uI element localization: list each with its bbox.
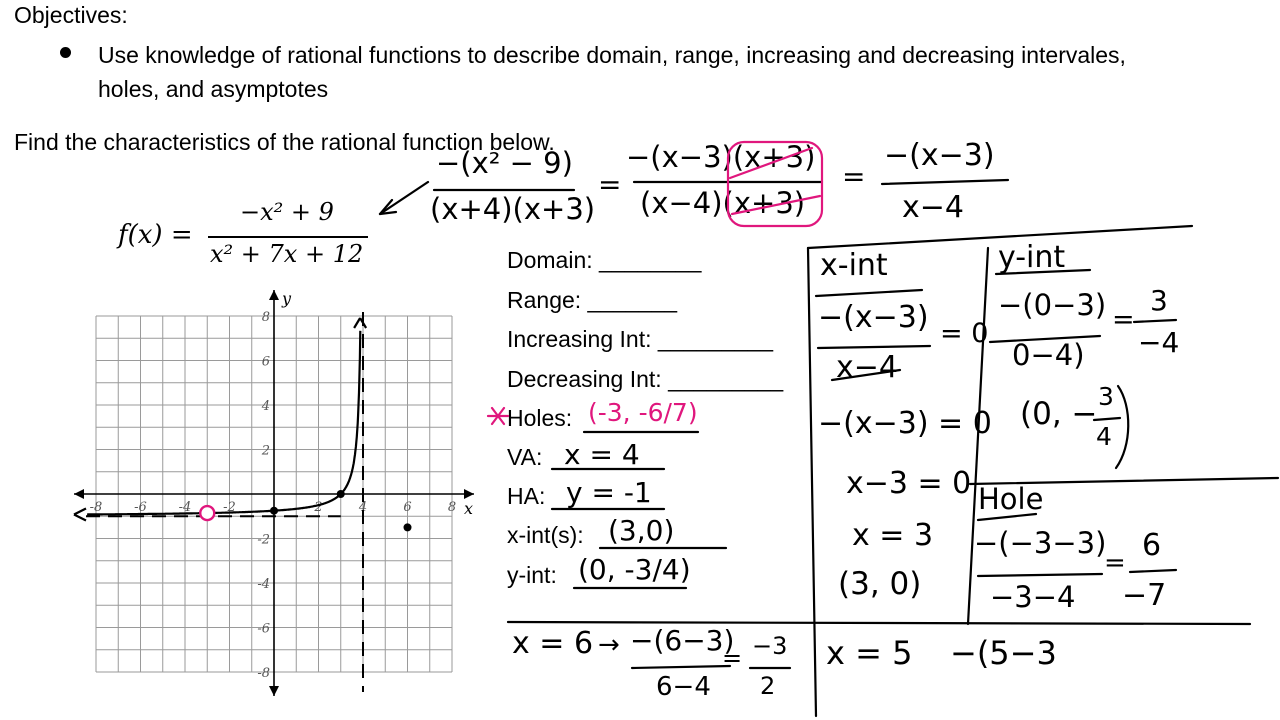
ha-answer: y = -1 — [566, 476, 652, 509]
box-top-line — [808, 226, 1192, 248]
yint-point-denominator: 4 — [1096, 422, 1112, 451]
hole-frac-denominator: −7 — [1122, 578, 1167, 613]
x-tick-label: 6 — [403, 500, 412, 515]
function-curve — [87, 331, 360, 515]
xint-answer: (3,0) — [608, 514, 675, 547]
hole-fraction-bar — [978, 574, 1102, 576]
box-hole-divider — [970, 478, 1278, 484]
objectives-heading: Objectives: — [14, 2, 128, 28]
yint-frac-numerator: 3 — [1150, 284, 1168, 317]
x-tick-label: -4 — [178, 500, 192, 515]
yint-point-bar — [1094, 418, 1120, 420]
objective-line-2: holes, and asymptotes — [98, 76, 329, 102]
pointer-arrow-line — [380, 182, 428, 214]
xint-label: x-int(s): — [507, 522, 584, 548]
bottom-numerator: −(6−3) — [630, 624, 735, 657]
ha-label: HA: — [507, 483, 546, 509]
x-tick-label: -6 — [134, 500, 147, 515]
y-tick-label: -4 — [257, 577, 270, 592]
hole-work-denominator: −3−4 — [990, 580, 1076, 614]
bottom-x6: x = 6 — [512, 626, 594, 661]
work-factored-denominator: (x+4)(x+3) — [430, 192, 596, 226]
xint-work-numerator: −(x−3) — [818, 300, 929, 335]
bottom-frac-denominator: 2 — [760, 672, 776, 700]
holes-answer: (-3, -6/7) — [588, 398, 698, 427]
cancel-factor-circle — [728, 142, 822, 226]
va-label: VA: — [507, 444, 543, 470]
yint-point-numerator: 3 — [1098, 382, 1114, 411]
y-tick-label: -8 — [257, 666, 270, 681]
xint-point: (3, 0) — [838, 566, 922, 602]
hole-frac-bar — [1130, 570, 1176, 572]
x-tick-label: 2 — [314, 500, 323, 515]
work-step2-denominator: (x−4)(x+3) — [640, 186, 806, 220]
work-factored-numerator: −(x² − 9) — [436, 146, 573, 180]
yint-point-start: (0, − — [1020, 396, 1098, 432]
x-axis-label: x — [464, 499, 474, 518]
yint-work-equals: = — [1112, 304, 1135, 335]
work-equals-1: = — [598, 168, 622, 201]
graph — [64, 278, 484, 698]
xint-work-equals: = 0 — [940, 318, 989, 349]
pointer-arrowhead — [380, 200, 396, 214]
yint-work-denominator: 0−4) — [1012, 338, 1085, 372]
curve-arrow-up — [354, 318, 366, 328]
xint-step-2: x−3 = 0 — [846, 466, 972, 501]
bottom-frac-numerator: −3 — [752, 632, 788, 660]
x-axis-arrow-right — [464, 489, 474, 499]
yint-work-numerator: −(0−3) — [998, 288, 1107, 322]
y-axis-arrow-down — [269, 686, 279, 696]
yint-title: y-int — [998, 240, 1066, 275]
graph-tick-labels — [90, 310, 456, 681]
x-intercept-point — [337, 490, 345, 498]
bottom-fraction-bar — [632, 666, 730, 668]
bottom-denominator: 6−4 — [656, 672, 711, 702]
xint-step-3: x = 3 — [852, 518, 934, 553]
bottom-equals: = — [722, 644, 743, 672]
box-middle-line — [968, 248, 988, 624]
yint-point-paren — [1116, 386, 1128, 468]
bottom-arrow: → — [598, 630, 620, 660]
xint-strike — [832, 370, 900, 380]
box-left-line — [808, 248, 816, 716]
star-icon — [488, 408, 508, 424]
y-tick-label: -2 — [257, 532, 270, 548]
x-tick-label: 8 — [447, 500, 457, 515]
x-axis-arrow-left — [74, 489, 84, 499]
y-axis-arrow-up — [269, 290, 279, 300]
graph-axes — [74, 290, 474, 696]
yint-answer: (0, -3/4) — [578, 553, 691, 586]
function-denominator: x² + 7x + 12 — [210, 240, 364, 268]
hole-frac-numerator: 6 — [1142, 528, 1162, 563]
function-lhs: f(x) = — [118, 220, 193, 250]
y-axis-label: y — [282, 289, 292, 308]
prompt-text: Find the characteristics of the rational function below. — [14, 129, 555, 155]
yint-fraction-bar — [990, 336, 1100, 342]
domain-label: Domain: ________ — [507, 247, 702, 273]
range-label: Range: _______ — [507, 287, 678, 313]
xint-fraction-bar — [818, 346, 930, 348]
yint-frac-denominator: −4 — [1138, 326, 1180, 359]
yint-label: y-int: — [507, 562, 557, 588]
decreasing-label: Decreasing Int: _________ — [507, 366, 784, 392]
function-numerator: −x² + 9 — [240, 198, 334, 226]
hole-title-underline — [978, 514, 1036, 520]
work-equals-2: = — [842, 160, 866, 193]
cancel-strike-top — [730, 148, 812, 178]
y-tick-label: 8 — [261, 310, 270, 325]
x-tick-label: 4 — [358, 500, 368, 515]
hole-marker — [200, 506, 214, 520]
va-answer: x = 4 — [564, 438, 640, 471]
y-tick-label: 4 — [261, 399, 270, 414]
y-tick-label: -6 — [257, 621, 270, 637]
xint-title-underline — [816, 290, 922, 296]
hole-work-numerator: −(−3−3) — [974, 526, 1107, 560]
xint-work-denominator: x−4 — [836, 350, 898, 385]
yint-frac-bar — [1134, 320, 1176, 322]
hole-work-equals: = — [1104, 548, 1126, 578]
xint-step-1: −(x−3) = 0 — [818, 406, 992, 441]
work-simplified-denominator: x−4 — [902, 190, 964, 225]
cancel-strike-bottom — [732, 196, 820, 214]
box-bottom-line — [508, 622, 1250, 624]
y-tick-label: 6 — [261, 354, 270, 370]
work-bar-3 — [882, 180, 1008, 184]
objective-line-1: Use knowledge of rational functions to describe domain, range, increasing and decreasing intervales, — [98, 42, 1126, 68]
curve-arrow-left — [74, 508, 86, 520]
y-intercept-point — [270, 507, 278, 515]
plotted-point — [404, 523, 412, 531]
x-tick-label: -8 — [89, 500, 103, 515]
bottom-partial: −(5−3 — [950, 634, 1057, 672]
xint-title: x-int — [820, 248, 888, 283]
hole-title: Hole — [978, 482, 1044, 516]
work-simplified-numerator: −(x−3) — [884, 138, 995, 173]
holes-label: Holes: — [507, 405, 573, 431]
x-tick-label: -2 — [223, 500, 236, 515]
yint-title-underline — [996, 270, 1090, 274]
increasing-label: Increasing Int: _________ — [507, 326, 773, 352]
bottom-x5: x = 5 — [826, 634, 913, 672]
work-step2-numerator: −(x−3)(x+3) — [626, 140, 816, 174]
y-tick-label: 2 — [261, 443, 270, 459]
